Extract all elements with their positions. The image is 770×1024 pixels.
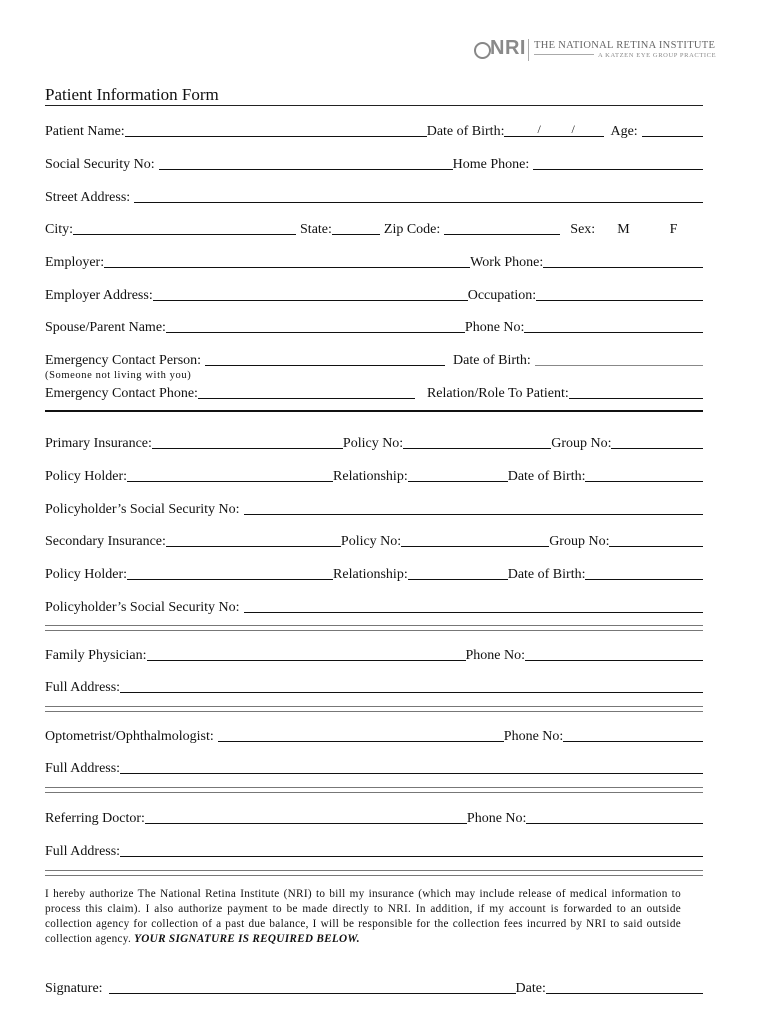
city-field[interactable] (73, 234, 296, 235)
section-divider (45, 410, 703, 412)
optometrist-address-row (45, 757, 703, 777)
section-divider (45, 706, 703, 712)
emergency-dob-label: Date of Birth: (453, 353, 531, 368)
referring-row (45, 807, 703, 827)
spouse-label: Spouse/Parent Name: (45, 320, 166, 335)
signature-field[interactable] (109, 993, 516, 994)
dob-separator: / (571, 122, 575, 136)
employer-address-label: Employer Address: (45, 288, 153, 303)
section-divider (45, 625, 703, 631)
primary-insurance-field[interactable] (152, 448, 343, 449)
emergency-person-row (45, 349, 703, 369)
section-divider (45, 787, 703, 793)
authorization-text: I hereby authorize The National Retina Institute (NRI) to bill my insurance (which may include release of medical information to process this claim). I also authorize payment to be made directly to NRI. In addition, if my account is forwarded to an outside collection agency for collection of a past due balance, I will be responsible for the collection fees incurred by NRI to said outside collection agency. (45, 888, 681, 945)
secondary-holder-ssn-label: Policyholder’s Social Security No: (45, 600, 240, 615)
home-phone-label: Home Phone: (452, 157, 530, 172)
optometrist-field[interactable] (218, 741, 504, 742)
zip-label: Zip Code: (383, 222, 441, 237)
work-phone-field[interactable] (543, 267, 703, 268)
emergency-dob-field[interactable] (535, 365, 703, 366)
primary-holder-dob-field[interactable] (585, 481, 703, 482)
referring-address-row (45, 840, 703, 860)
logo-divider (528, 39, 529, 61)
sex-f-option[interactable]: F (669, 222, 678, 237)
spouse-field[interactable] (166, 332, 465, 333)
primary-relationship-label: Relationship: (333, 469, 408, 484)
referring-field[interactable] (145, 823, 467, 824)
signature-date-field[interactable] (546, 993, 703, 994)
employer-field[interactable] (104, 267, 470, 268)
optometrist-address-field[interactable] (120, 773, 703, 774)
secondary-holder-dob-field[interactable] (585, 579, 703, 580)
primary-policy-label: Policy No: (342, 436, 404, 451)
secondary-group-field[interactable] (609, 546, 703, 547)
page-title: Patient Information Form (45, 85, 219, 104)
secondary-holder-field[interactable] (127, 579, 333, 580)
street-field[interactable] (134, 202, 703, 203)
primary-holder-ssn-field[interactable] (244, 514, 703, 515)
secondary-policy-label: Policy No: (340, 534, 402, 549)
primary-holder-ssn-label: Policyholder’s Social Security No: (45, 502, 240, 517)
optometrist-row (45, 725, 703, 745)
primary-holder-row (45, 465, 703, 485)
signature-date-label: Date: (515, 981, 546, 996)
referring-address-field[interactable] (120, 856, 703, 857)
family-address-row (45, 676, 703, 696)
logo-name: THE NATIONAL RETINA INSTITUTE (534, 40, 716, 51)
work-phone-label: Work Phone: (470, 255, 544, 270)
patient-name-label: Patient Name: (45, 124, 125, 139)
dob-field[interactable] (504, 122, 604, 137)
ssn-label: Social Security No: (45, 157, 155, 172)
authorization-statement (45, 887, 681, 947)
primary-group-field[interactable] (611, 448, 703, 449)
relation-label: Relation/Role To Patient: (426, 386, 569, 401)
optometrist-label: Optometrist/Ophthalmologist: (45, 729, 214, 744)
primary-holder-ssn-row (45, 498, 703, 518)
primary-insurance-row (45, 432, 703, 452)
secondary-holder-ssn-field[interactable] (244, 612, 703, 613)
secondary-group-label: Group No: (549, 534, 610, 549)
occupation-field[interactable] (536, 300, 703, 301)
dob-separator: / (537, 122, 541, 136)
family-physician-label: Family Physician: (45, 648, 147, 663)
age-label: Age: (610, 124, 638, 139)
secondary-insurance-row (45, 530, 703, 550)
ssn-row (45, 153, 703, 173)
relation-field[interactable] (569, 398, 703, 399)
spouse-phone-label: Phone No: (464, 320, 525, 335)
occupation-label: Occupation: (467, 288, 537, 303)
primary-insurance-label: Primary Insurance: (45, 436, 152, 451)
referring-label: Referring Doctor: (45, 811, 145, 826)
home-phone-field[interactable] (533, 169, 703, 170)
primary-relationship-field[interactable] (408, 481, 508, 482)
title-divider (45, 105, 703, 106)
nri-logo (470, 36, 717, 66)
patient-name-row (45, 120, 703, 140)
referring-address-label: Full Address: (45, 844, 121, 859)
secondary-insurance-field[interactable] (166, 546, 341, 547)
primary-holder-label: Policy Holder: (45, 469, 128, 484)
secondary-insurance-label: Secondary Insurance: (45, 534, 166, 549)
primary-holder-dob-label: Date of Birth: (507, 469, 586, 484)
sex-label: Sex: (570, 222, 596, 237)
primary-group-label: Group No: (551, 436, 612, 451)
signature-label: Signature: (45, 981, 103, 996)
logo-rule (534, 54, 594, 55)
secondary-holder-ssn-row (45, 596, 703, 616)
section-divider (45, 870, 703, 876)
employer-label: Employer: (45, 255, 105, 270)
emergency-phone-row (45, 382, 703, 402)
referring-phone-field[interactable] (526, 823, 703, 824)
family-address-field[interactable] (120, 692, 703, 693)
secondary-holder-row (45, 563, 703, 583)
family-physician-row (45, 644, 703, 664)
signature-row (45, 977, 703, 997)
dob-label: Date of Birth: (426, 124, 505, 139)
employer-address-field[interactable] (153, 300, 468, 301)
employer-row (45, 251, 703, 271)
optometrist-address-label: Full Address: (45, 761, 121, 776)
primary-holder-field[interactable] (127, 481, 333, 482)
optometrist-phone-field[interactable] (563, 741, 703, 742)
primary-policy-field[interactable] (403, 448, 551, 449)
secondary-policy-field[interactable] (401, 546, 549, 547)
emergency-person-field[interactable] (205, 365, 445, 366)
emergency-phone-label: Emergency Contact Phone: (45, 386, 198, 401)
logo-mark: NRI (490, 37, 526, 59)
sex-m-option[interactable]: M (617, 222, 630, 237)
signature-required-notice: YOUR SIGNATURE IS REQUIRED BELOW. (134, 933, 360, 945)
city-row (45, 218, 703, 238)
family-physician-field[interactable] (147, 660, 466, 661)
zip-field[interactable] (444, 234, 560, 235)
family-address-label: Full Address: (45, 680, 121, 695)
secondary-relationship-field[interactable] (408, 579, 508, 580)
logo-subtitle: A KATZEN EYE GROUP PRACTICE (598, 52, 717, 59)
optometrist-phone-label: Phone No: (503, 729, 564, 744)
state-field[interactable] (332, 234, 380, 235)
street-row (45, 186, 703, 206)
patient-name-field[interactable] (125, 136, 427, 137)
emergency-phone-field[interactable] (198, 398, 415, 399)
state-label: State: (300, 222, 332, 237)
secondary-holder-dob-label: Date of Birth: (507, 567, 586, 582)
secondary-holder-label: Policy Holder: (45, 567, 128, 582)
emergency-note: (Someone not living with you) (45, 370, 192, 381)
employer-address-row (45, 284, 703, 304)
emergency-person-label: Emergency Contact Person: (45, 353, 202, 368)
secondary-relationship-label: Relationship: (333, 567, 408, 582)
spouse-row (45, 316, 703, 336)
ssn-field[interactable] (159, 169, 453, 170)
referring-phone-label: Phone No: (466, 811, 527, 826)
eye-icon (474, 42, 491, 59)
spouse-phone-field[interactable] (524, 332, 703, 333)
street-label: Street Address: (45, 190, 131, 205)
city-label: City: (45, 222, 74, 237)
family-phone-field[interactable] (525, 660, 703, 661)
family-phone-label: Phone No: (465, 648, 525, 663)
age-field[interactable] (642, 136, 703, 137)
